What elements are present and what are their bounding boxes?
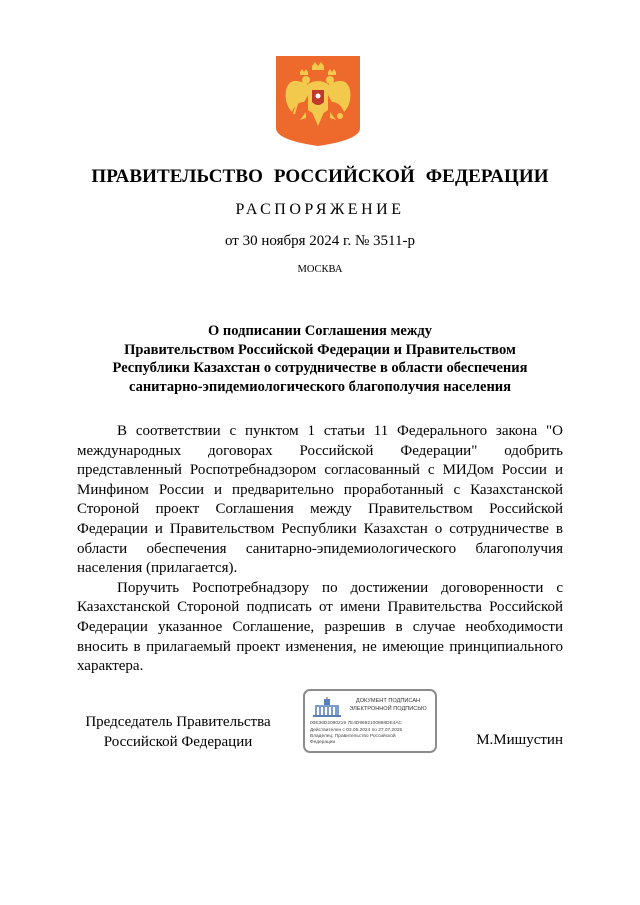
stamp-validity: Действителен с 03.05.2024 по 27.07.2025 xyxy=(310,728,403,733)
document-body xyxy=(77,422,563,677)
signer-name: М.Мишустин xyxy=(476,732,563,748)
stamp-title-line: ЭЛЕКТРОННОЙ ПОДПИСЬЮ xyxy=(349,705,427,712)
government-title: ПРАВИТЕЛЬСТВО РОССИЙСКОЙ ФЕДЕРАЦИИ xyxy=(91,166,549,187)
document-type: РАСПОРЯЖЕНИЕ xyxy=(235,201,405,218)
coat-of-arms-emblem xyxy=(276,56,360,146)
stamp-title-line: ДОКУМЕНТ ПОДПИСАН xyxy=(355,698,421,704)
body-paragraph: Поручить Роспотребнадзору по достижении договоренности с Казахстанской Стороной подписать от имени Правительства Российской Федерации указанное Соглашение, разрешив в случае необходимости вносить в прилагаемый проект изменения, не имеющие принципиального характера. xyxy=(77,579,563,675)
stamp-certificate-number: 00E36D2080219 7E4D9692100888DE4AC xyxy=(310,721,403,726)
body-paragraph: В соответствии с пунктом 1 статьи 11 Федерального закона "О международных договорах Российской Федерации" одобрить представленный Роспотребнадзором согласованный с МИДом России и Минфином России и предварительно проработанный с Казахстанской Стороной проект Соглашения между Правительством Российской Федерации и Правительством Республики Казахстан о сотрудничестве в области обеспечения санитарно-эпидемиологического благополучия населения (прилагается). xyxy=(77,423,563,577)
signer-position-line: Российской Федерации xyxy=(103,733,253,750)
stamp-details xyxy=(310,728,434,746)
subject-line: Республики Казахстан о сотрудничестве в области обеспечения xyxy=(112,360,528,376)
electronic-signature-stamp xyxy=(303,689,437,753)
subject-line: санитарно-эпидемиологического благополучия населения xyxy=(128,378,512,395)
signer-position xyxy=(78,713,278,752)
document-subject xyxy=(80,322,560,396)
subject-line: Правительством Российской Федерации и Правительством xyxy=(124,341,516,358)
stamp-title xyxy=(343,698,433,713)
signer-position-line: Председатель Правительства xyxy=(85,714,271,730)
document-date-number: от 30 ноября 2024 г. № 3511-р xyxy=(225,233,415,249)
document-city: МОСКВА xyxy=(297,264,343,275)
government-building-icon xyxy=(311,697,343,719)
stamp-owner: Владелец: Правительство Российской xyxy=(310,734,396,739)
stamp-owner: Федерации xyxy=(310,740,336,745)
subject-line: О подписании Соглашения между xyxy=(208,323,432,339)
